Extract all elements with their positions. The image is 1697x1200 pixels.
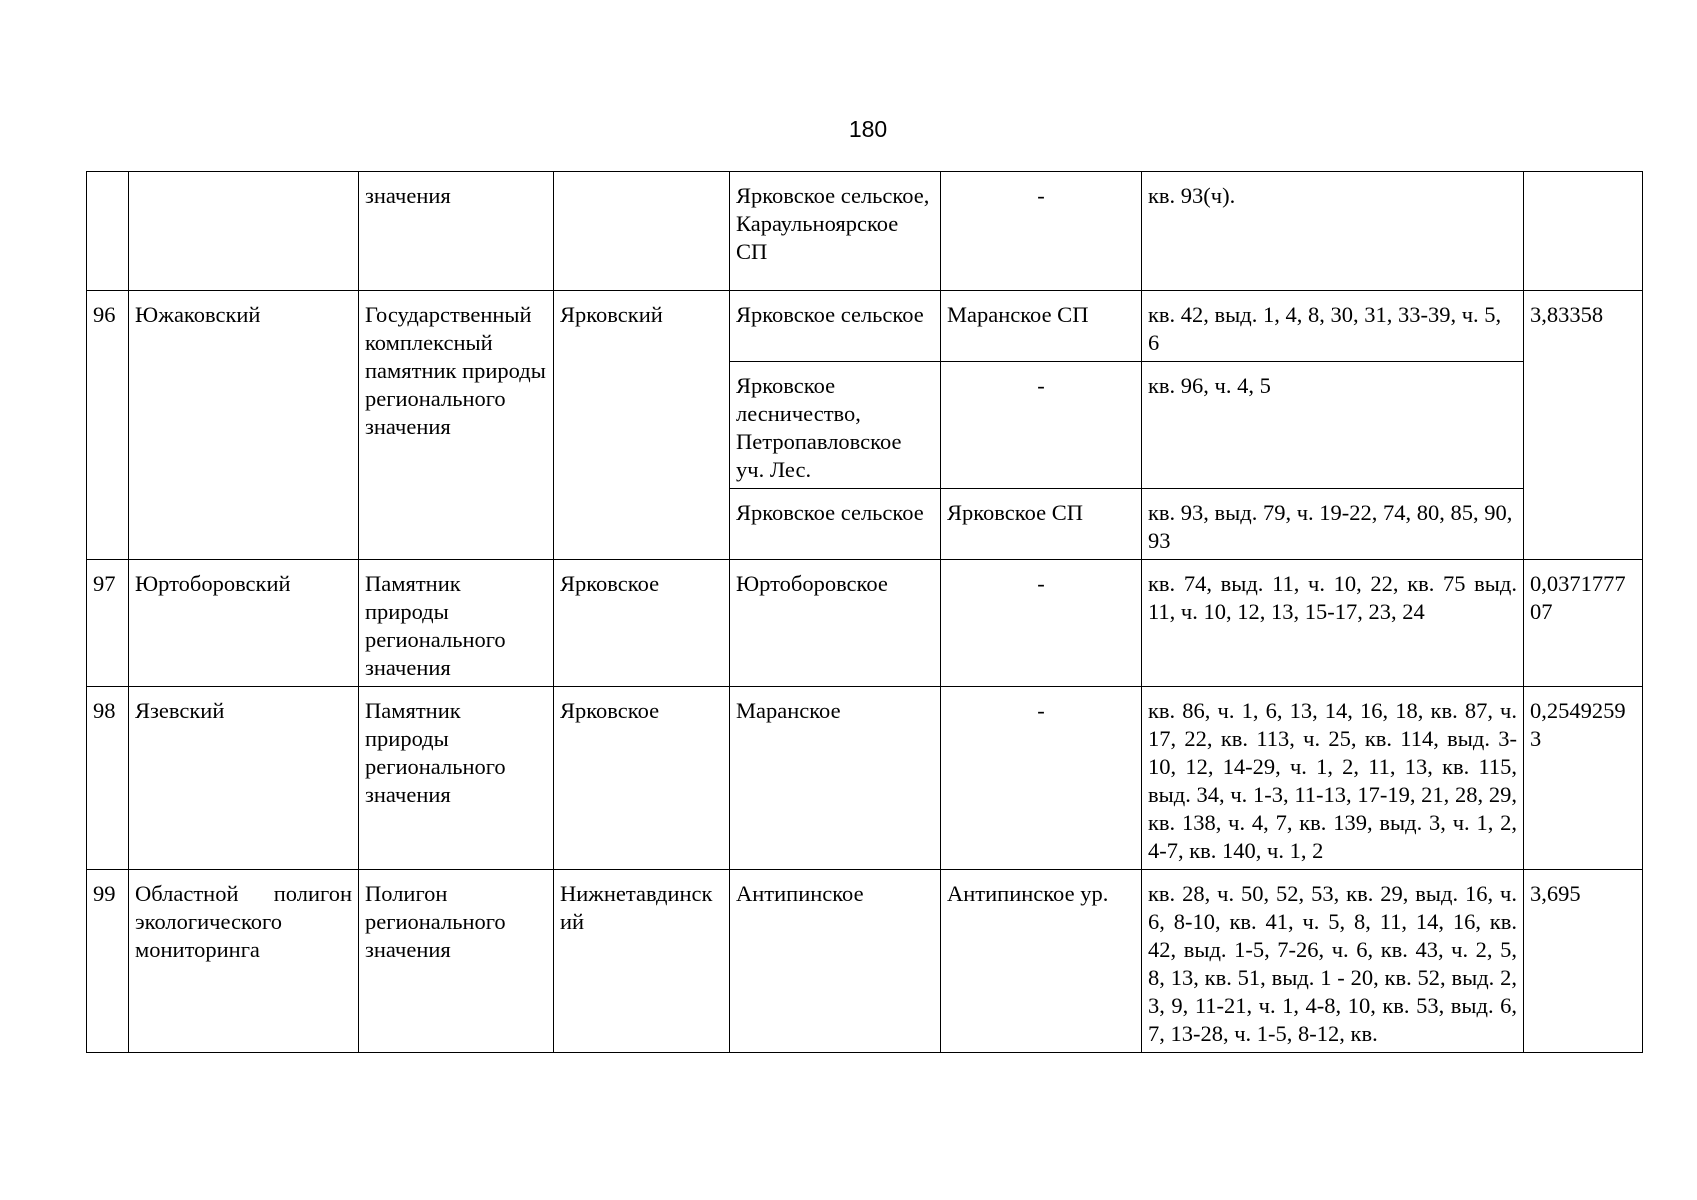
protected-areas-table [86,171,1643,1053]
cell-number: 96 [87,291,129,560]
cell-settlement: Антипинское ур. [941,870,1142,1053]
cell-area: 0,25492593 [1524,687,1643,870]
page-number: 180 [848,116,888,142]
cell-area: 3,83358 [1524,291,1643,560]
cell-area: 0,037177707 [1524,560,1643,687]
table-row [87,291,1643,362]
table-row [87,687,1643,870]
cell-district: Ярковское [554,687,730,870]
cell-category: Памятник природы регионального значения [359,560,554,687]
cell-forestry: Антипинское [730,870,941,1053]
cell-quarters: кв. 86, ч. 1, 6, 13, 14, 16, 18, кв. 87, ч. 17, 22, кв. 113, ч. 25, кв. 114, выд. 3-10, 12, 14-29, ч. 1, 2, 11, 13, кв. 115, выд. 34, ч. 1-3, 11-13, 17-19, 21, 28, 29, кв. 138, ч. 4, 7, кв. 139, выд. 3, ч. 1, 2, 4-7, кв. 140, ч. 1, 2 [1142,687,1524,870]
cell-district: Нижнетавдинский [554,870,730,1053]
cell-name: Южаковский [129,291,359,560]
cell-settlement: - [941,560,1142,687]
cell-district [554,172,730,291]
cell-forestry: Юртоборовское [730,560,941,687]
cell-quarters: кв. 28, ч. 50, 52, 53, кв. 29, выд. 16, ч. 6, 8-10, кв. 41, ч. 5, 8, 11, 14, 16, кв. 42, выд. 1-5, 7-26, ч. 6, кв. 43, ч. 2, 5, 8, 13, кв. 51, выд. 1 - 20, кв. 52, выд. 2, 3, 9, 11-21, ч. 1, 4-8, 10, кв. 53, выд. 6, 7, 13-28, ч. 1-5, 8-12, кв. [1142,870,1524,1053]
cell-district: Ярковский [554,291,730,560]
cell-settlement: Ярковское СП [941,489,1142,560]
cell-quarters: кв. 93(ч). [1142,172,1524,291]
cell-name: Язевский [129,687,359,870]
cell-number: 99 [87,870,129,1053]
cell-forestry: Маранское [730,687,941,870]
cell-settlement: - [941,362,1142,489]
table-row [87,560,1643,687]
cell-settlement: - [941,687,1142,870]
table-row [87,870,1643,1053]
cell-category: Государственный комплексный памятник природы регионального значения [359,291,554,560]
cell-number: 98 [87,687,129,870]
cell-settlement: - [941,172,1142,291]
cell-quarters: кв. 93, выд. 79, ч. 19-22, 74, 80, 85, 90, 93 [1142,489,1524,560]
cell-number: 97 [87,560,129,687]
cell-forestry: Ярковское лесничество, Петропавловское уч. Лес. [730,362,941,489]
cell-settlement: Маранское СП [941,291,1142,362]
cell-category: Полигон регионального значения [359,870,554,1053]
cell-category: Памятник природы регионального значения [359,687,554,870]
cell-category: значения [359,172,554,291]
cell-name: Юртоборовский [129,560,359,687]
cell-quarters: кв. 74, выд. 11, ч. 10, 22, кв. 75 выд. 11, ч. 10, 12, 13, 15-17, 23, 24 [1142,560,1524,687]
table-row [87,172,1643,291]
cell-forestry: Ярковское сельское [730,489,941,560]
cell-forestry: Ярковское сельское [730,291,941,362]
cell-number [87,172,129,291]
cell-area: 3,695 [1524,870,1643,1053]
cell-name: Областной полигон экологического мониторинга [129,870,359,1053]
cell-forestry: Ярковское сельское, Караульноярское СП [730,172,941,291]
cell-quarters: кв. 42, выд. 1, 4, 8, 30, 31, 33-39, ч. 5, 6 [1142,291,1524,362]
cell-name [129,172,359,291]
cell-area [1524,172,1643,291]
cell-district: Ярковское [554,560,730,687]
cell-quarters: кв. 96, ч. 4, 5 [1142,362,1524,489]
